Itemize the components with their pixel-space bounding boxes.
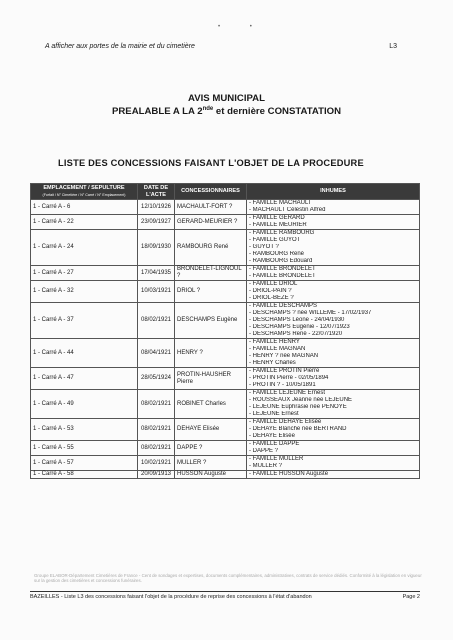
cell-concessionnaire: HENRY ? <box>175 339 247 368</box>
page-footer <box>30 591 420 600</box>
inhume-entry: - RAMBOURG René <box>249 251 305 257</box>
cell-concessionnaire: PROTIN-HAUSHER Pierre <box>175 368 247 390</box>
cell-inhumes <box>247 471 420 479</box>
list-subtitle: LISTE DES CONCESSIONS FAISANT L'OBJET DE LA PROCEDURE <box>58 158 364 168</box>
inhume-entry: - FAMILLE DEHAYE Elisée <box>249 419 322 425</box>
cell-inhumes <box>247 303 420 339</box>
inhume-entry: - FAMILLE HENRY <box>249 339 300 345</box>
cell-emplacement: 1 - Carré A - 32 <box>31 281 138 303</box>
cell-inhumes <box>247 390 420 419</box>
cell-concessionnaire: RAMBOURG René <box>175 230 247 266</box>
inhume-entry: - FAMILLE PROTIN Pierre <box>249 368 320 374</box>
table-row <box>31 456 420 471</box>
cell-inhumes <box>247 230 420 266</box>
title-line-1: AVIS MUNICIPAL <box>188 93 265 104</box>
cell-inhumes <box>247 456 420 471</box>
cell-inhumes <box>247 419 420 441</box>
footnote: Groupe ELABOR-Département Cimetières de France - Cent de sondages et expertises, documents complémentaires, administratives, contrats de service dédiés. Conformité à la législation en vigueur sur la gestion des cimetières et concessions funéraires. <box>34 573 422 583</box>
table-row <box>31 303 420 339</box>
inhume-entry: - MULLER ? <box>249 463 283 469</box>
footer-description: BAZEILLES - Liste L3 des concessions faisant l'objet de la procédure de reprise des concessions à l'état d'abandon <box>30 594 312 600</box>
inhume-entry: - FAMILLE HUSSON Auguste <box>249 471 329 477</box>
cell-emplacement: 1 - Carré A - 27 <box>31 266 138 281</box>
cell-date: 12/10/1926 <box>138 200 175 215</box>
inhume-entry: - FAMILLE BRONDELET <box>249 273 316 279</box>
inhume-entry: - FAMILLE GERARD <box>249 215 305 221</box>
cell-concessionnaire: DRIOL ? <box>175 281 247 303</box>
table-row <box>31 230 420 266</box>
table-row <box>31 281 420 303</box>
cell-emplacement: 1 - Carré A - 37 <box>31 303 138 339</box>
title-line-2: PREALABLE A LA 2nde et dernière CONSTATATION <box>111 106 342 118</box>
inhume-entry: - FAMILLE DESCHAMPS <box>249 303 318 309</box>
cell-concessionnaire: DESCHAMPS Eugène <box>175 303 247 339</box>
table-row <box>31 441 420 456</box>
inhume-entry: - FAMILLE MACHAULT <box>249 200 312 206</box>
table-row <box>31 339 420 368</box>
inhume-entry: - DRIOL-BEZE ? <box>249 295 294 301</box>
inhume-entry: - DESCHAMPS René - 22/07/1920 <box>249 331 343 337</box>
cell-concessionnaire: MACHAULT-FORT ? <box>175 200 247 215</box>
cell-date: 28/05/1924 <box>138 368 175 390</box>
header-emplacement: EMPLACEMENT / SEPULTURE (Forfait / N° Cimetière / N° Carré / N° Emplacement) <box>31 184 138 200</box>
cell-date: 08/02/1921 <box>138 303 175 339</box>
cell-date: 08/02/1921 <box>138 419 175 441</box>
cell-emplacement: 1 - Carré A - 57 <box>31 456 138 471</box>
inhume-entry: - FAMILLE RAMBOURG <box>249 230 315 236</box>
inhume-entry: - FAMILLE BRONDELET <box>249 266 316 272</box>
table-row <box>31 266 420 281</box>
cell-date: 17/04/1935 <box>138 266 175 281</box>
cell-concessionnaire: ROBINET Charles <box>175 390 247 419</box>
cell-inhumes <box>247 281 420 303</box>
scan-marks: • • <box>218 24 266 30</box>
cell-inhumes <box>247 200 420 215</box>
header-date: DATE DE L'ACTE <box>138 184 175 200</box>
cell-inhumes <box>247 339 420 368</box>
top-header <box>45 43 397 50</box>
inhume-entry: - FAMILLE MAGNAN <box>249 346 306 352</box>
inhume-entry: - PROTIN Pierre - 02/05/1894 <box>249 375 329 381</box>
cell-emplacement: 1 - Carré A - 49 <box>31 390 138 419</box>
inhume-entry: - DESCHAMPS Eugénie - 12/07/1923 <box>249 324 350 330</box>
table-row <box>31 368 420 390</box>
inhume-entry: - DEHAYE Elisée <box>249 433 295 439</box>
inhume-entry: - ROUSSEAUX Jeanne née LEJEUNE <box>249 397 353 403</box>
inhume-entry: - DEHAYE Blanche née BERTRAND <box>249 426 347 432</box>
inhume-entry: - LEJEUNE Euphrasie née PENOYE <box>249 404 347 410</box>
inhume-entry: - DRIOL-PAIN ? <box>249 288 292 294</box>
list-reference: L3 <box>389 43 397 50</box>
cell-date: 20/09/1913 <box>138 471 175 479</box>
cell-emplacement: 1 - Carré A - 6 <box>31 200 138 215</box>
inhume-entry: - FAMILLE MEURIER <box>249 222 307 228</box>
cell-concessionnaire: MULLER ? <box>175 456 247 471</box>
table-row <box>31 471 420 479</box>
document-title <box>0 93 453 117</box>
cell-emplacement: 1 - Carré A - 53 <box>31 419 138 441</box>
cell-date: 08/02/1921 <box>138 441 175 456</box>
inhume-entry: - FAMILLE DRIOL <box>249 281 298 287</box>
concessions-table <box>30 183 420 479</box>
cell-emplacement: 1 - Carré A - 44 <box>31 339 138 368</box>
cell-inhumes <box>247 215 420 230</box>
cell-concessionnaire: GERARD-MEURIER ? <box>175 215 247 230</box>
cell-emplacement: 1 - Carré A - 58 <box>31 471 138 479</box>
inhume-entry: - LEJEUNE Ernest <box>249 411 299 417</box>
table-row <box>31 200 420 215</box>
header-emplacement-sub: (Forfait / N° Cimetière / N° Carré / N° Emplacement) <box>42 192 126 197</box>
cell-concessionnaire: DAPPE ? <box>175 441 247 456</box>
cell-date: 18/09/1930 <box>138 230 175 266</box>
inhume-entry: - GUYOT ? <box>249 244 279 250</box>
header-concessionnaires: CONCESSIONNAIRES <box>175 184 247 200</box>
cell-emplacement: 1 - Carré A - 22 <box>31 215 138 230</box>
cell-concessionnaire: BRONDELET-LIGNOUL ? <box>175 266 247 281</box>
inhume-entry: - DAPPE ? <box>249 448 279 454</box>
inhume-entry: - HENRY ? née MAGNAN <box>249 353 319 359</box>
inhume-entry: - HENRY Charles <box>249 360 296 366</box>
cell-date: 23/09/1927 <box>138 215 175 230</box>
cell-emplacement: 1 - Carré A - 55 <box>31 441 138 456</box>
cell-date: 10/02/1921 <box>138 456 175 471</box>
posting-instruction: A afficher aux portes de la mairie et du cimetière <box>45 43 195 50</box>
cell-emplacement: 1 - Carré A - 47 <box>31 368 138 390</box>
inhume-entry: - MACHAULT Célestin Alfred <box>249 207 326 213</box>
header-inhumes: INHUMES <box>247 184 420 200</box>
table-row <box>31 390 420 419</box>
cell-inhumes <box>247 368 420 390</box>
cell-date: 10/03/1921 <box>138 281 175 303</box>
cell-inhumes <box>247 441 420 456</box>
table-row <box>31 419 420 441</box>
table-header-row <box>31 184 420 200</box>
inhume-entry: - FAMILLE MULLER <box>249 456 304 462</box>
inhume-entry: - PROTIN ? - 10/05/1891 <box>249 382 316 388</box>
inhume-entry: - FAMILLE LEJEUNE Ernest <box>249 390 326 396</box>
page-number: Page 2 <box>402 594 420 600</box>
inhume-entry: - DESCHAMPS ? née WILLEME - 17/02/1937 <box>249 310 372 316</box>
cell-concessionnaire: HUSSON Auguste <box>175 471 247 479</box>
cell-date: 08/02/1921 <box>138 390 175 419</box>
cell-inhumes <box>247 266 420 281</box>
inhume-entry: - DESCHAMPS Léone - 24/04/1930 <box>249 317 345 323</box>
inhume-entry: - FAMILLE GUYOT <box>249 237 301 243</box>
table-row <box>31 215 420 230</box>
cell-date: 08/04/1921 <box>138 339 175 368</box>
cell-concessionnaire: DEHAYE Elisée <box>175 419 247 441</box>
inhume-entry: - FAMILLE DAPPE <box>249 441 300 447</box>
inhume-entry: - RAMBOURG Edouard <box>249 258 313 264</box>
cell-emplacement: 1 - Carré A - 24 <box>31 230 138 266</box>
